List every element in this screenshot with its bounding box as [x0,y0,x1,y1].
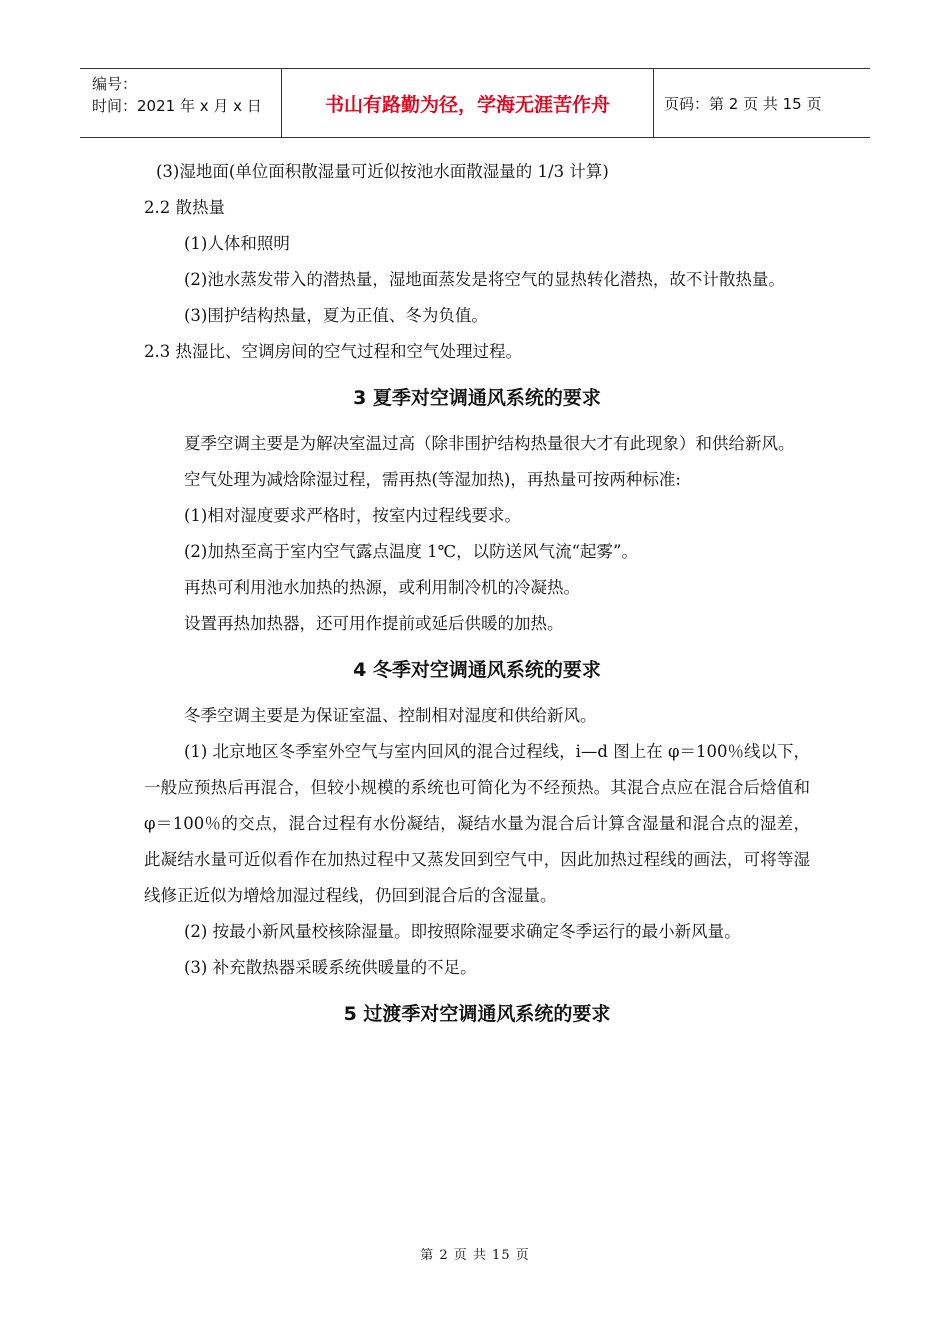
header-motto: 书山有路勤为径，学海无涯苦作舟 [282,69,654,137]
paragraph: 设置再热加热器，还可用作提前或延后供暖的加热。 [184,614,564,633]
section-heading-3: 3 夏季对空调通风系统的要求 [353,387,601,409]
header-page-info: 页码：第 2 页 共 15 页 [664,94,822,113]
paragraph: 再热可利用池水加热的热源，或利用制冷机的冷凝热。 [184,578,580,597]
section-heading-4: 4 冬季对空调通风系统的要求 [353,659,601,681]
paragraph: (3) 补充散热器采暖系统供暖量的不足。 [184,958,477,977]
paragraph: 夏季空调主要是为解决室温过高（除非围护结构热量很大才有此现象）和供给新风。 [184,434,795,453]
paragraph: (2)加热至高于室内空气露点温度 1℃，以防送风气流“起雾”。 [184,542,638,561]
header-meta [80,69,282,137]
paragraph: (2) 按最小新风量校核除湿量。即按照除湿要求确定冬季运行的最小新风量。 [184,922,741,941]
paragraph: (1) 北京地区冬季室外空气与室内回风的混合过程线，i—d 图上在 φ＝100％线以下，一般应预热后再混合，但较小规模的系统也可简化为不经预热。其混合点应在混合后焓值和 φ＝100％的交点，混合过程有水份凝结，凝结水量为混合后计算含湿量和混合点的湿差，此凝结水量可近似看作在加热过程中又蒸发回到空气中，因此加热过程线的画法，可将等湿线修正近似为增焓加湿过程线，仍回到混合后的含湿量。 [144,742,810,905]
paragraph: (1)相对湿度要求严格时，按室内过程线要求。 [184,506,521,525]
paragraph: (3)围护结构热量，夏为正值、冬为负值。 [184,306,488,325]
paragraph: (1)人体和照明 [184,234,290,253]
document-body [144,154,810,1042]
number-label: 编号： [92,75,138,93]
section-heading-2-3: 2.3 热湿比、空调房间的空气过程和空气处理过程。 [144,342,522,361]
section-heading-2-2: 2.2 散热量 [144,198,225,217]
paragraph: 冬季空调主要是为保证室温、控制相对湿度和供给新风。 [184,706,597,725]
section-heading-5: 5 过渡季对空调通风系统的要求 [343,1003,611,1025]
paragraph: (3)湿地面(单位面积散湿量可近似按池水面散湿量的 1/3 计算) [156,162,609,181]
page-footer: 第 2 页 共 15 页 [420,1248,530,1263]
date-label: 时间：2021 年 x 月 x 日 [92,97,262,115]
paragraph: (2)池水蒸发带入的潜热量，湿地面蒸发是将空气的显热转化潜热，故不计散热量。 [184,270,785,289]
page-header [80,68,870,138]
paragraph: 空气处理为减焓除湿过程，需再热(等湿加热)，再热量可按两种标准: [184,470,681,489]
